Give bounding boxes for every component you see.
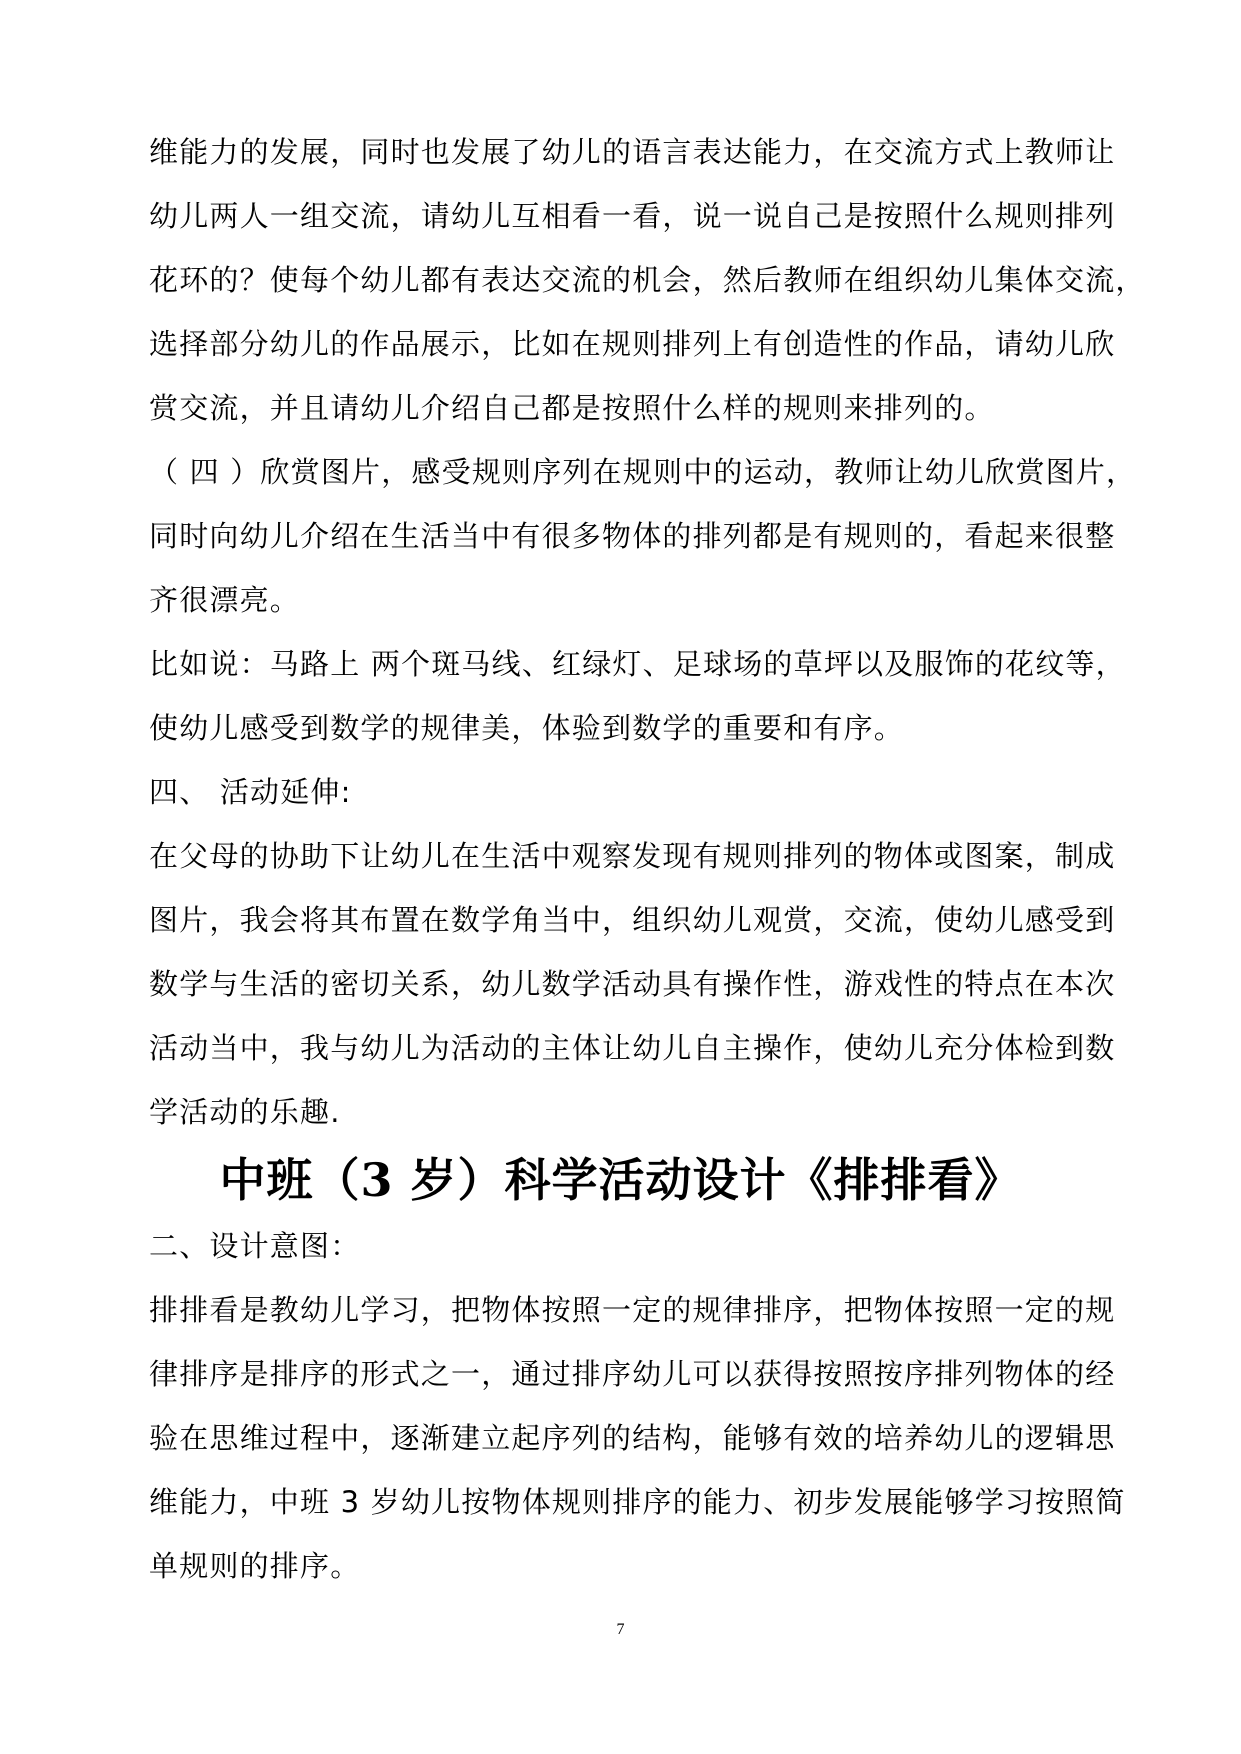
paragraph-line-14: 数学与生活的密切关系，幼儿数学活动具有操作性，游戏性的特点在本次 [149, 967, 1116, 1001]
paragraph-line-6: （ 四 ）欣赏图片，感受规则序列在规则中的运动，教师让幼儿欣赏图片， [149, 455, 1137, 489]
paragraph-line-b2: 律排序是排序的形式之一，通过排序幼儿可以获得按照按序排列物体的经 [149, 1357, 1116, 1391]
document-title: 中班（3 岁）科学活动设计《排排看》 [219, 1153, 1022, 1207]
paragraph-line-12: 在父母的协助下让幼儿在生活中观察发现有规则排列的物体或图案，制成 [149, 839, 1116, 873]
paragraph-line-5: 赏交流，并且请幼儿介绍自己都是按照什么样的规则来排列的。 [149, 391, 995, 425]
paragraph-line-7: 同时向幼儿介绍在生活当中有很多物体的排列都是有规则的，看起来很整 [149, 519, 1116, 553]
paragraph-line-16: 学活动的乐趣. [149, 1095, 341, 1129]
paragraph-line-b1: 排排看是教幼儿学习，把物体按照一定的规律排序，把物体按照一定的规 [149, 1293, 1116, 1327]
paragraph-line-b3: 验在思维过程中，逐渐建立起序列的结构，能够有效的培养幼儿的逻辑思 [149, 1421, 1116, 1455]
paragraph-line-13: 图片，我会将其布置在数学角当中，组织幼儿观赏，交流，使幼儿感受到 [149, 903, 1116, 937]
paragraph-line-4: 选择部分幼儿的作品展示，比如在规则排列上有创造性的作品，请幼儿欣 [149, 327, 1116, 361]
paragraph-line-b4: 维能力，中班 3 岁幼儿按物体规则排序的能力、初步发展能够学习按照简 [149, 1485, 1126, 1519]
paragraph-line-15: 活动当中，我与幼儿为活动的主体让幼儿自主操作，使幼儿充分体检到数 [149, 1031, 1116, 1065]
paragraph-line-3: 花环的？使每个幼儿都有表达交流的机会，然后教师在组织幼儿集体交流， [149, 263, 1146, 297]
paragraph-line-8: 齐很漂亮。 [149, 583, 301, 617]
paragraph-line-2: 幼儿两人一组交流，请幼儿互相看一看，说一说自己是按照什么规则排列 [149, 199, 1116, 233]
page-number: 7 [616, 1621, 625, 1638]
section-heading-extension: 四、 活动延伸: [149, 775, 352, 809]
paragraph-line-9: 比如说：马路上 两个斑马线、红绿灯、足球场的草坪以及服饰的花纹等， [149, 647, 1126, 681]
paragraph-line-10: 使幼儿感受到数学的规律美，体验到数学的重要和有序。 [149, 711, 905, 745]
section-heading-design-intent: 二、设计意图： [149, 1229, 361, 1263]
paragraph-line-b5: 单规则的排序。 [149, 1549, 361, 1583]
paragraph-line-1: 维能力的发展，同时也发展了幼儿的语言表达能力，在交流方式上教师让 [149, 135, 1116, 169]
